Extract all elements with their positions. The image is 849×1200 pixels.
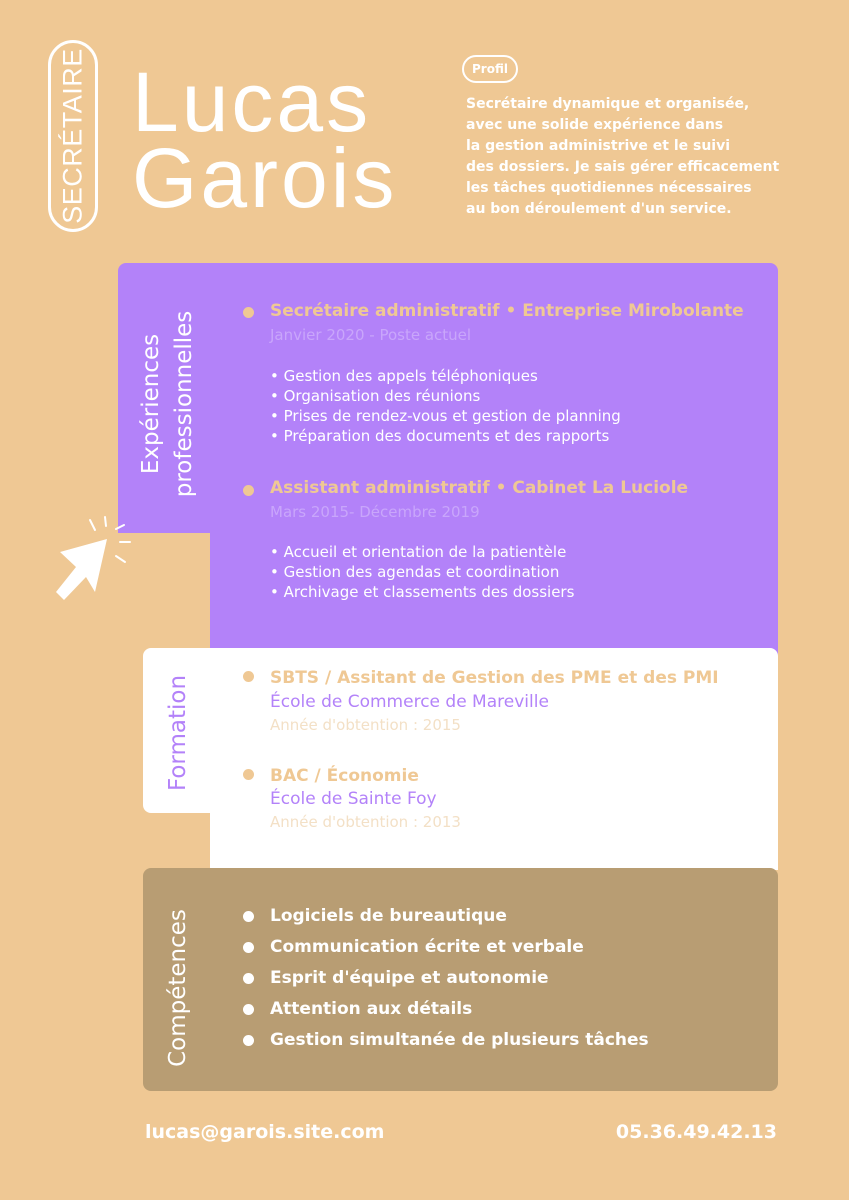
job-task: • Archivage et classements des dossiers xyxy=(270,583,575,601)
cursor-click-icon xyxy=(50,512,150,607)
role-pill xyxy=(48,40,98,232)
skill-item: Esprit d'équipe et autonomie xyxy=(270,968,549,988)
skill-item: Attention aux détails xyxy=(270,999,473,1019)
profil-text: Secrétaire dynamique et organisée, avec une solide expérience dans la gestion administrive et le suivi des dossiers. Je sais gérer efficacement les tâches quotidiennes nécessaires au bon déroulement d'un service. xyxy=(466,96,780,217)
profil-tag: Profil xyxy=(462,55,518,83)
formation-title: SBTS / Assitant de Gestion des PME et des PMI xyxy=(270,668,719,688)
formation-label: Formation xyxy=(165,674,191,792)
job-date: Mars 2015- Décembre 2019 xyxy=(270,503,480,521)
job-title: Secrétaire administratif • Entreprise Mirobolante xyxy=(270,301,744,321)
formation-year: Année d'obtention : 2013 xyxy=(270,813,461,831)
formation-school: École de Sainte Foy xyxy=(270,789,437,809)
skill-item: Gestion simultanée de plusieurs tâches xyxy=(270,1030,649,1050)
job-task-list xyxy=(270,542,574,602)
experience-label xyxy=(135,311,201,498)
skill-item: Communication écrite et verbale xyxy=(270,937,584,957)
formation-panel-bottom xyxy=(210,800,778,870)
job-date: Janvier 2020 - Poste actuel xyxy=(270,326,472,344)
formation-school: École de Commerce de Mareville xyxy=(270,692,549,712)
skill-bullet-dot xyxy=(243,1004,254,1015)
formation-bullet-dot xyxy=(243,671,254,682)
skill-item: Logiciels de bureautique xyxy=(270,906,507,926)
job-task: • Organisation des réunions xyxy=(270,387,481,405)
experience-label-line2: professionnelles xyxy=(171,310,197,498)
job-task-list xyxy=(270,366,621,446)
job-title: Assistant administratif • Cabinet La Luciole xyxy=(270,478,689,498)
skill-bullet-dot xyxy=(243,942,254,953)
job-bullet-dot xyxy=(243,485,254,496)
job-task: • Gestion des appels téléphoniques xyxy=(270,367,538,385)
job-task: • Accueil et orientation de la patientèle xyxy=(270,543,567,561)
job-task: • Prises de rendez-vous et gestion de planning xyxy=(270,407,621,425)
skill-bullet-dot xyxy=(243,911,254,922)
skill-bullet-dot xyxy=(243,973,254,984)
job-bullet-dot xyxy=(243,307,254,318)
last-name: Garois xyxy=(132,131,398,225)
role-label: SECRÉTAIRE xyxy=(57,48,88,224)
formation-title: BAC / Économie xyxy=(270,766,419,786)
formation-bullet-dot xyxy=(243,769,254,780)
contact-email[interactable]: lucas@garois.site.com xyxy=(145,1121,385,1143)
skill-bullet-dot xyxy=(243,1035,254,1046)
formation-year: Année d'obtention : 2015 xyxy=(270,716,461,734)
contact-phone[interactable]: 05.36.49.42.13 xyxy=(615,1121,777,1143)
job-task: • Gestion des agendas et coordination xyxy=(270,563,560,581)
first-name: Lucas xyxy=(132,55,372,149)
competences-label: Compétences xyxy=(165,909,191,1067)
experience-label-line1: Expériences xyxy=(138,333,164,475)
job-task: • Préparation des documents et des rapports xyxy=(270,427,610,445)
